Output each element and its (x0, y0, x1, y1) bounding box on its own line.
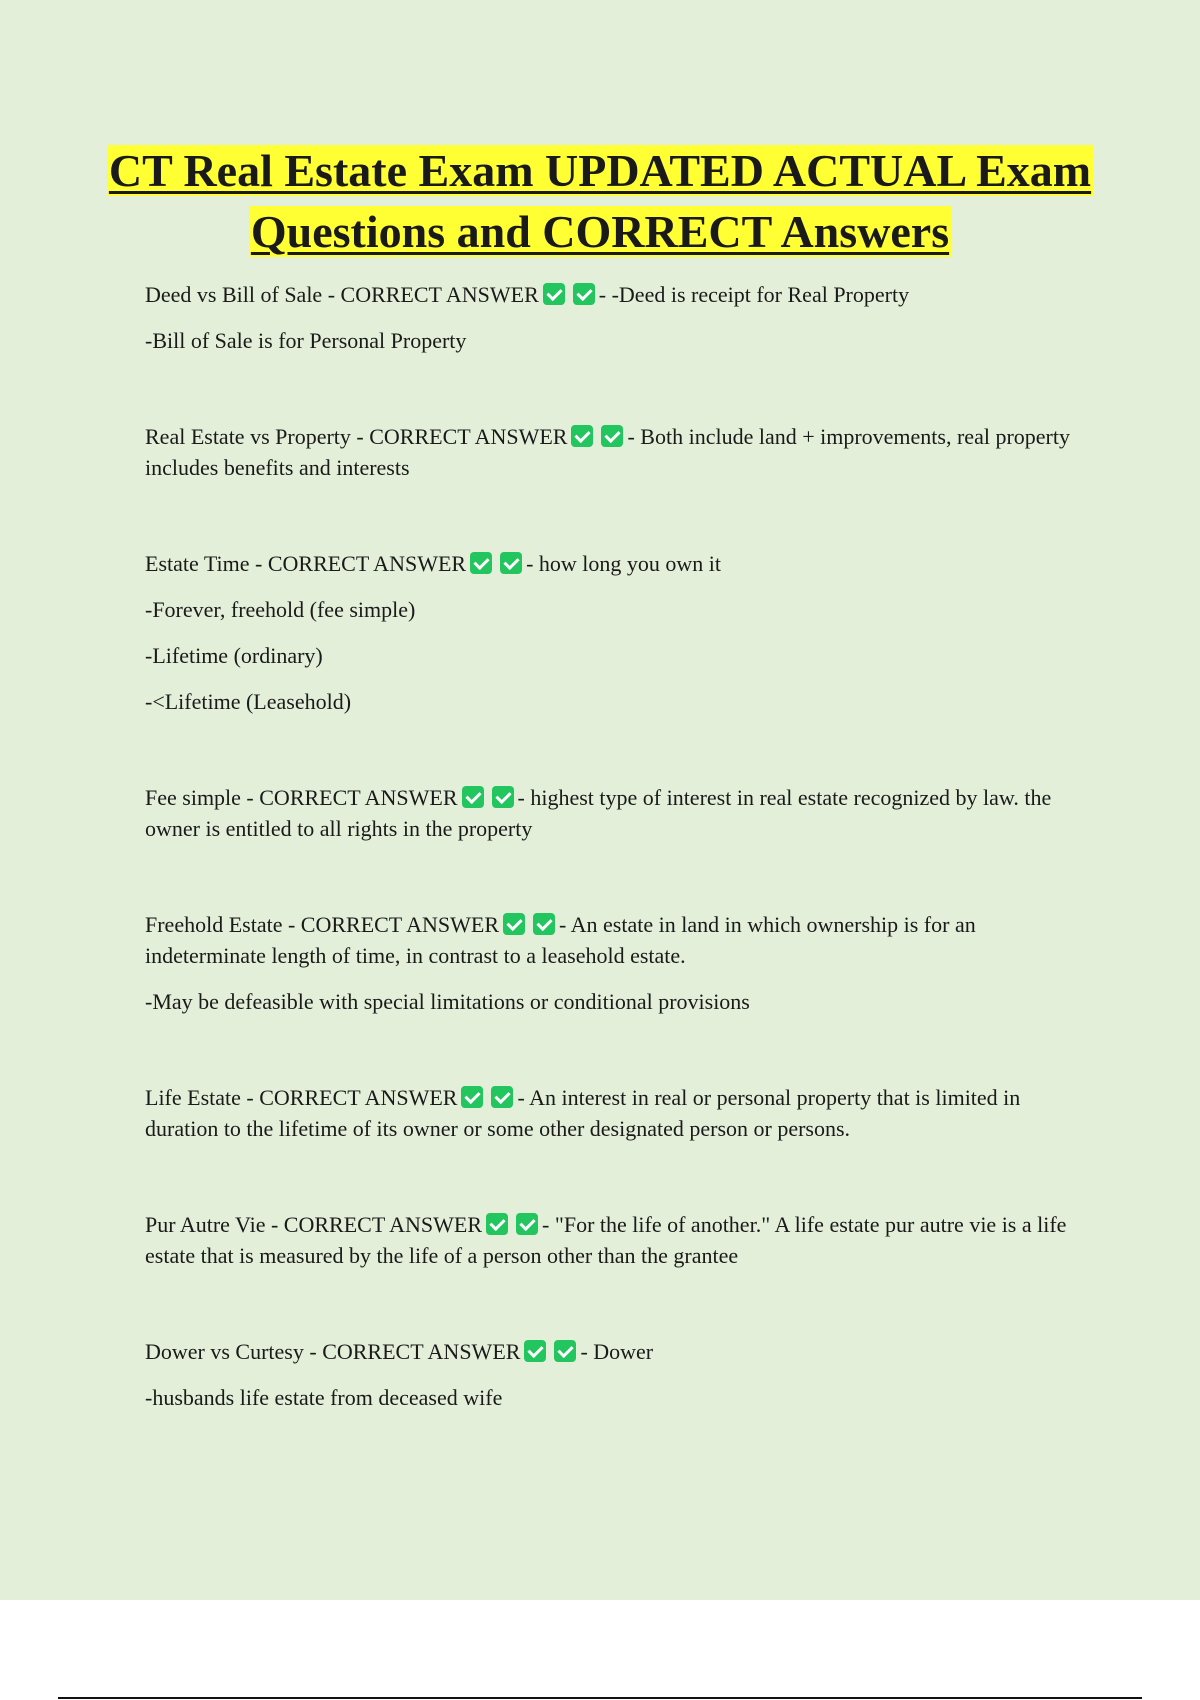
document-title-text: CT Real Estate Exam UPDATED ACTUAL Exam Questions and CORRECT Answers (108, 145, 1092, 257)
check-mark-icon (462, 786, 484, 808)
qa-answer: - "For the life of another." A life estate pur autre vie is a life estate that is measured by the life of a person other than the grantee (145, 1212, 1067, 1268)
check-mark-icon (573, 283, 595, 305)
qa-answer: - -Deed is receipt for Real Property (598, 282, 910, 307)
check-mark-icon (554, 1340, 576, 1362)
qa-item (145, 1209, 1085, 1271)
check-mark-icon (461, 1086, 483, 1108)
qa-answer: - Dower (580, 1339, 654, 1364)
qa-item (145, 279, 1085, 356)
qa-extra-line: -<Lifetime (Leasehold) (145, 689, 352, 714)
qa-question-line (145, 1209, 1085, 1271)
qa-answer: - how long you own it (526, 551, 722, 576)
qa-extra-line: -husbands life estate from deceased wife (145, 1385, 503, 1410)
qa-term: Life Estate - CORRECT ANSWER (145, 1085, 458, 1110)
qa-question-line (145, 909, 1085, 971)
qa-item (145, 1082, 1085, 1144)
qa-term: Pur Autre Vie - CORRECT ANSWER (145, 1212, 483, 1237)
qa-term: Fee simple - CORRECT ANSWER (145, 785, 458, 810)
check-mark-icon (470, 552, 492, 574)
qa-extra-line: -Forever, freehold (fee simple) (145, 597, 416, 622)
qa-extra-line: -Bill of Sale is for Personal Property (145, 328, 467, 353)
qa-term: Real Estate vs Property - CORRECT ANSWER (145, 424, 568, 449)
qa-question-line (145, 1082, 1085, 1144)
qa-answer: - highest type of interest in real estate recognized by law. the owner is entitled to all rights in the property (145, 785, 1052, 841)
check-mark-icon (533, 913, 555, 935)
qa-question-line (145, 782, 1085, 844)
check-mark-icon (500, 552, 522, 574)
check-mark-icon (571, 425, 593, 447)
qa-term: Dower vs Curtesy - CORRECT ANSWER (145, 1339, 521, 1364)
document-title (60, 140, 1140, 262)
qa-answer: - An interest in real or personal property that is limited in duration to the lifetime of its owner or some other designated person or persons. (145, 1085, 1021, 1141)
qa-item (145, 421, 1085, 483)
qa-term: Freehold Estate - CORRECT ANSWER (145, 912, 500, 937)
qa-item (145, 1336, 1085, 1413)
qa-term: Deed vs Bill of Sale - CORRECT ANSWER (145, 282, 539, 307)
qa-extra-line: -Lifetime (ordinary) (145, 643, 323, 668)
check-mark-icon (492, 786, 514, 808)
qa-question-line (145, 548, 1085, 579)
qa-item (145, 909, 1085, 1017)
qa-item (145, 548, 1085, 717)
check-mark-icon (543, 283, 565, 305)
check-mark-icon (486, 1213, 508, 1235)
check-mark-icon (503, 913, 525, 935)
qa-item (145, 782, 1085, 844)
qa-question-line (145, 1336, 1085, 1367)
check-mark-icon (524, 1340, 546, 1362)
qa-extra-line: -May be defeasible with special limitations or conditional provisions (145, 989, 750, 1014)
check-mark-icon (601, 425, 623, 447)
check-mark-icon (516, 1213, 538, 1235)
check-mark-icon (491, 1086, 513, 1108)
footer-divider (58, 1697, 1142, 1699)
qa-question-line (145, 279, 1085, 310)
qa-list (145, 279, 1085, 1478)
qa-term: Estate Time - CORRECT ANSWER (145, 551, 467, 576)
qa-question-line (145, 421, 1085, 483)
qa-answer: - An estate in land in which ownership is for an indeterminate length of time, in contrast to a leasehold estate. (145, 912, 976, 968)
qa-answer: - Both include land + improvements, real property includes benefits and interests (145, 424, 1070, 480)
